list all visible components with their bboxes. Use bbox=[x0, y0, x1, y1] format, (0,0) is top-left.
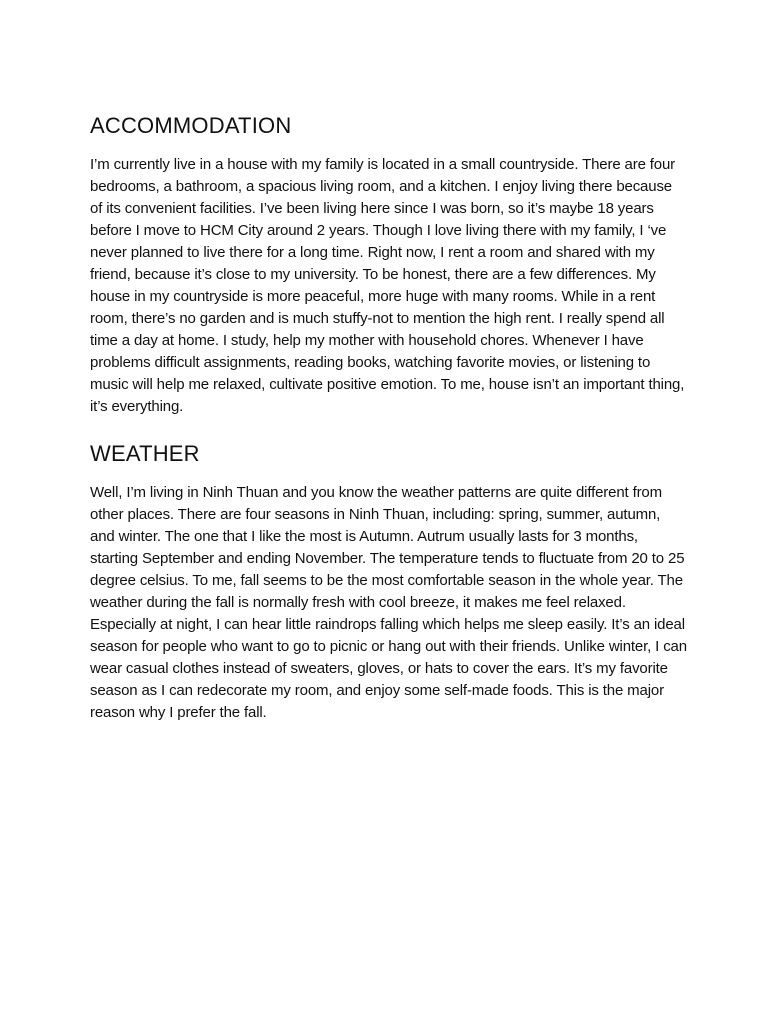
document-page bbox=[90, 112, 688, 724]
section-accommodation bbox=[90, 112, 688, 418]
section-heading-weather: WEATHER bbox=[90, 441, 200, 466]
section-heading-accommodation: ACCOMMODATION bbox=[90, 113, 292, 138]
section-body-accommodation: I’m currently live in a house with my family is located in a small countryside. There are four bedrooms, a bathroom, a spacious living room, and a kitchen. I enjoy living there because of its convenient facilities. I’ve been living here since I was born, so it’s maybe 18 years before I move to HCM City around 2 years. Though I love living there with my family, I ‘ve never planned to live there for a long time. Right now, I rent a room and shared with my friend, because it’s close to my university. To be honest, there are a few differences. My house in my countryside is more peaceful, more huge with many rooms. While in a rent room, there’s no garden and is much stuffy-not to mention the high rent. I really spend all time a day at home. I study, help my mother with household chores. Whenever I have problems difficult assignments, reading books, watching favorite movies, or listening to music will help me relaxed, cultivate positive emotion. To me, house isn’t an important thing, it’s everything. bbox=[90, 156, 685, 415]
section-body-weather: Well, I’m living in Ninh Thuan and you know the weather patterns are quite different from other places. There are four seasons in Ninh Thuan, including: spring, summer, autumn, and winter. The one that I like the most is Autumn. Autrum usually lasts for 3 months, starting September and ending November. The temperature tends to fluctuate from 20 to 25 degree celsius. To me, fall seems to be the most comfortable season in the whole year. The weather during the fall is normally fresh with cool breeze, it makes me feel relaxed. Especially at night, I can hear little raindrops falling which helps me sleep easily. It’s an ideal season for people who want to go to picnic or hang out with their friends. Unlike winter, I can wear casual clothes instead of sweaters, gloves, or hats to cover the ears. It’s my favorite season as I can redecorate my room, and enjoy some self-made foods. This is the major reason why I prefer the fall. bbox=[90, 484, 687, 721]
section-weather bbox=[90, 440, 688, 724]
